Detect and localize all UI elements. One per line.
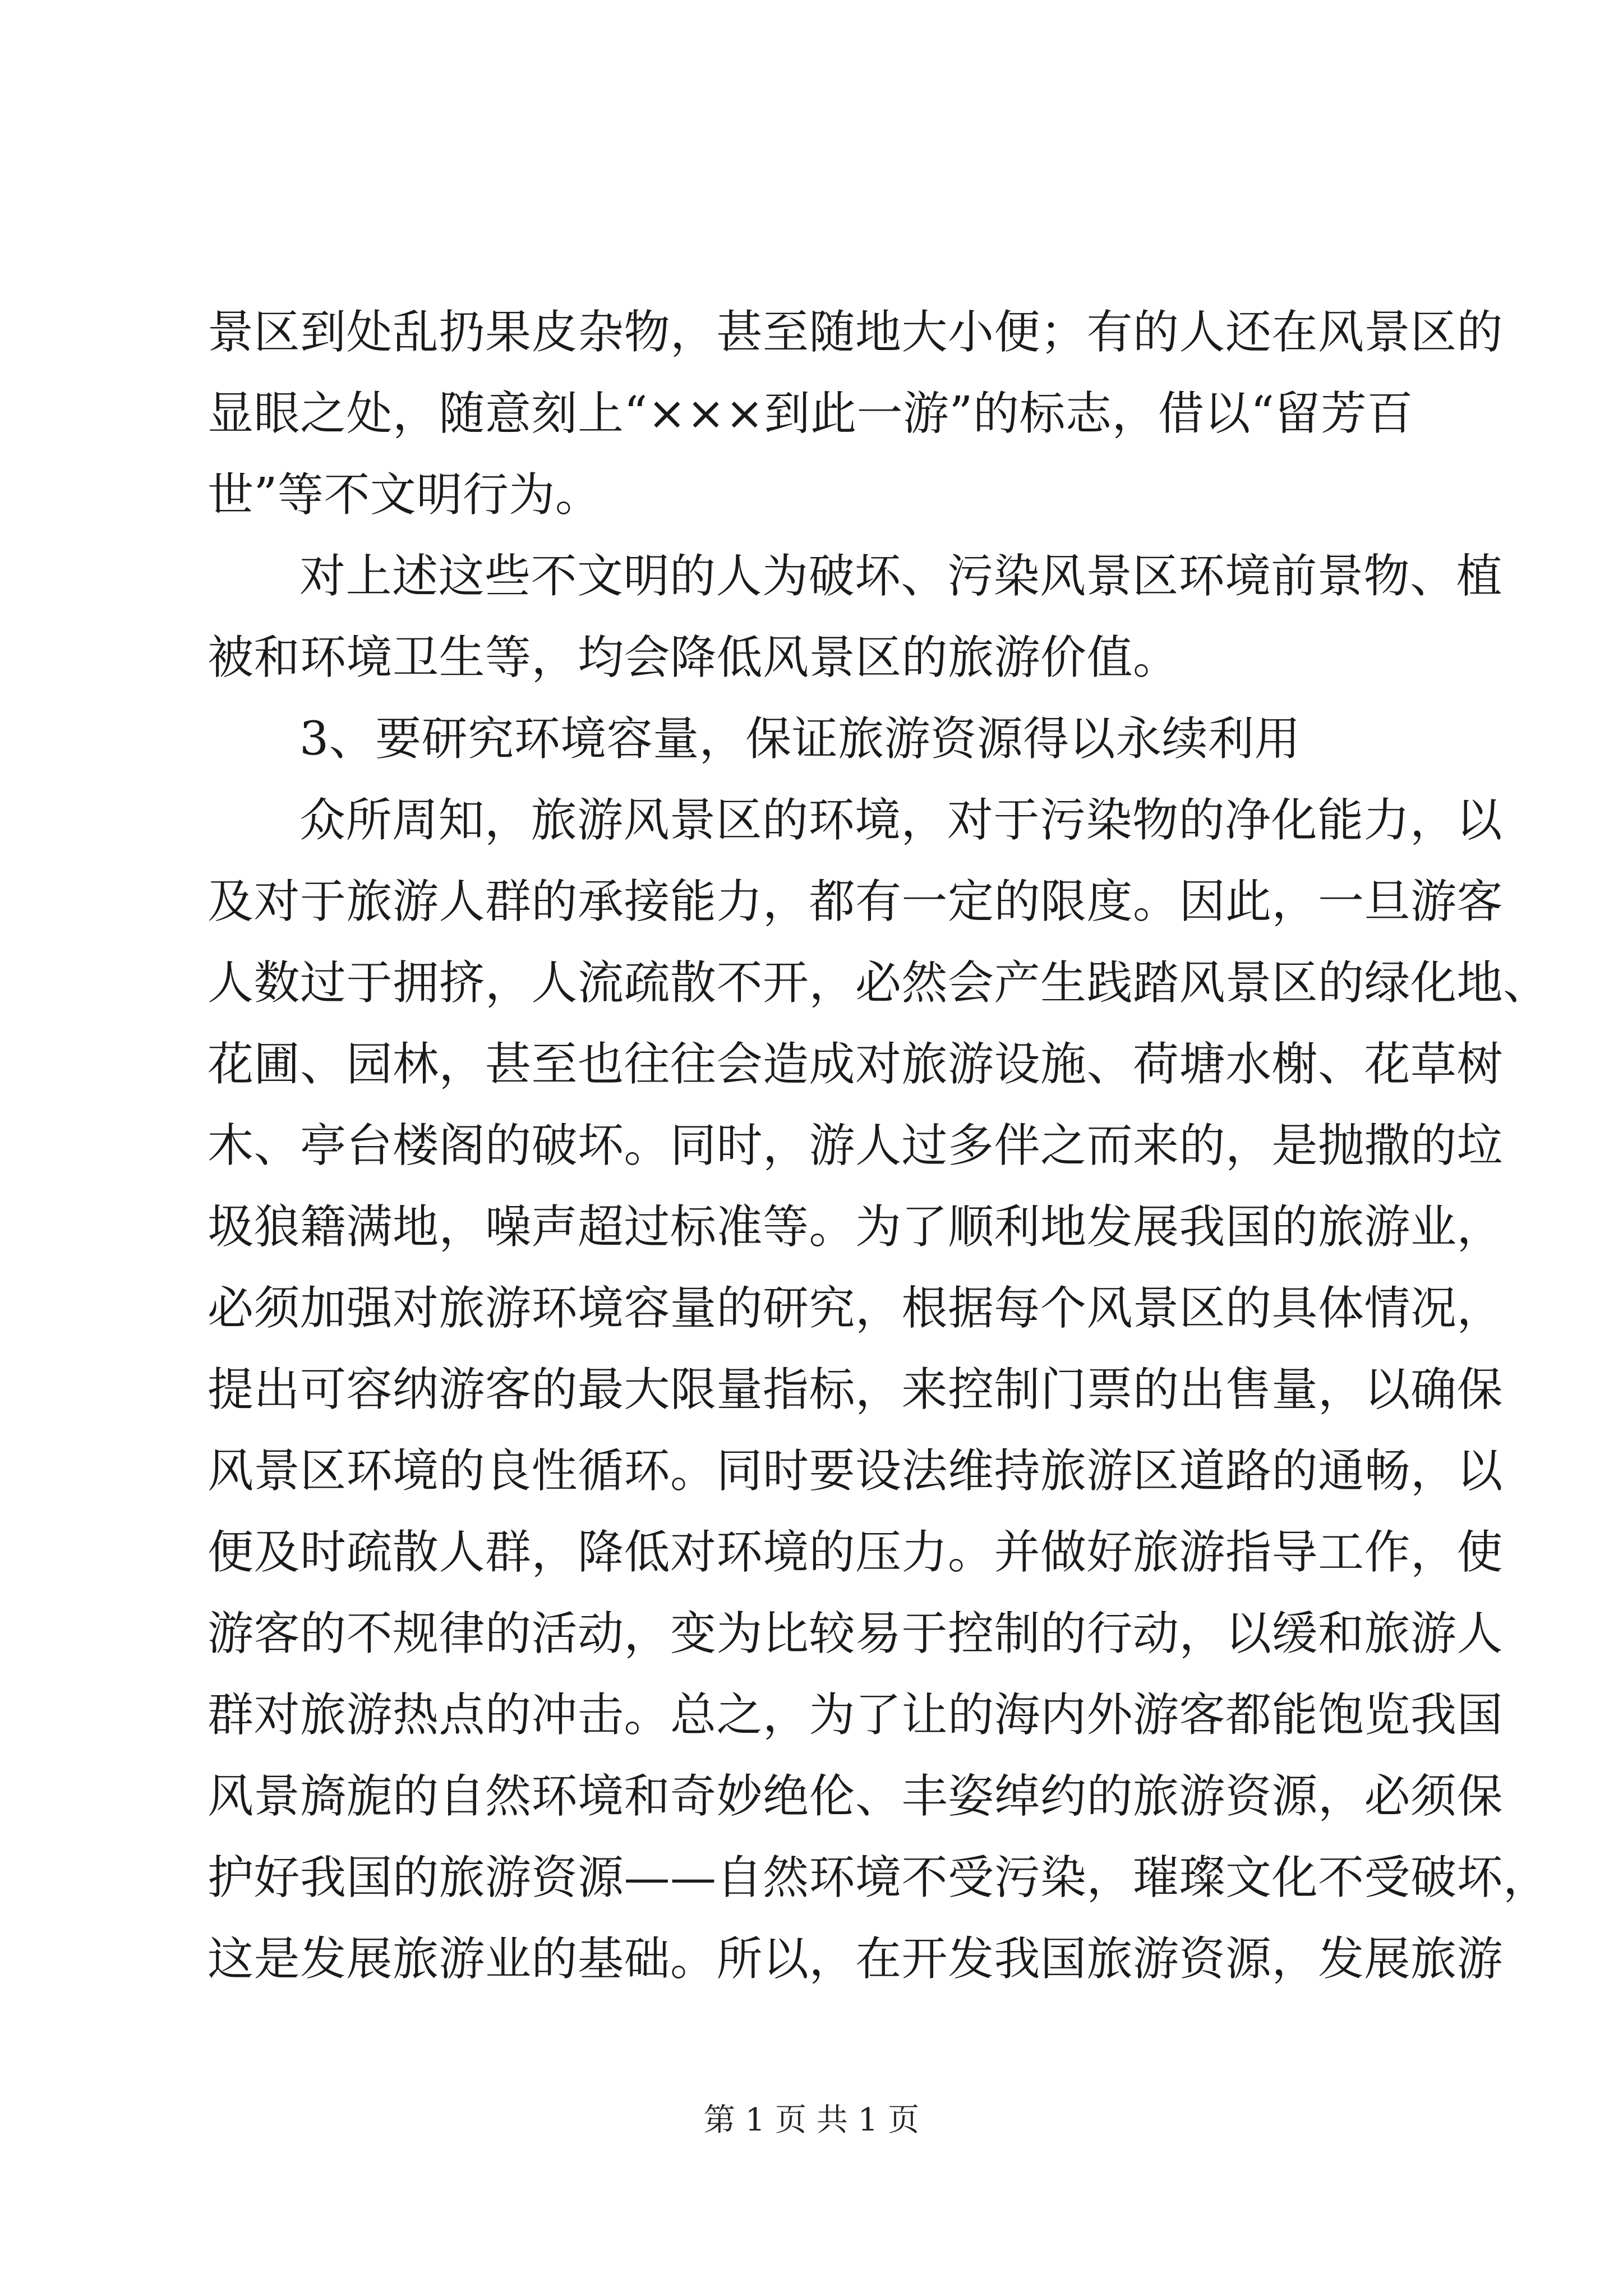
body-line-16: 便及时疏散人群，降低对环境的压力。并做好旅游指导工作，使: [208, 1526, 1504, 1579]
body-line-10: 花圃、园林，甚至也往往会造成对旅游设施、荷塘水榭、花草树: [208, 1038, 1504, 1091]
body-line-4: 对上述这些不文明的人为破坏、污染风景区环境前景物、植: [299, 550, 1503, 603]
body-line-19: 风景旖旎的自然环境和奇妙绝伦、丰姿绰约的旅游资源，必须保: [208, 1770, 1504, 1823]
body-line-12: 圾狼籍满地，噪声超过标准等。为了顺利地发展我国的旅游业，: [208, 1200, 1504, 1254]
body-line-9: 人数过于拥挤，人流疏散不开，必然会产生践踏风景区的绿化地、: [208, 956, 1550, 1010]
body-line-11: 木、亭台楼阁的破坏。同时，游人过多伴之而来的，是抛撒的垃: [208, 1119, 1504, 1172]
body-line-21: 这是发展旅游业的基础。所以，在开发我国旅游资源，发展旅游: [208, 1932, 1504, 1986]
page-number-footer: 第 1 页 共 1 页: [703, 2102, 920, 2138]
body-line-7: 众所周知，旅游风景区的环境，对于污染物的净化能力，以: [299, 794, 1503, 847]
body-line-17: 游客的不规律的活动，变为比较易于控制的行动，以缓和旅游人: [208, 1607, 1504, 1660]
body-line-5: 被和环境卫生等，均会降低风景区的旅游价值。: [208, 631, 1179, 684]
body-line-18: 群对旅游热点的冲击。总之，为了让的海内外游客都能饱览我国: [208, 1688, 1504, 1742]
section-heading: 3、要研究环境容量，保证旅游资源得以永续利用: [299, 712, 1301, 766]
body-line-2: 显眼之处，随意刻上“×××到此一游”的标志，借以“留芳百: [208, 387, 1413, 440]
body-line-3: 世”等不文明行为。: [208, 468, 602, 522]
body-line-14: 提出可容纳游客的最大限量指标，来控制门票的出售量，以确保: [208, 1363, 1504, 1416]
body-line-20: 护好我国的旅游资源——自然环境不受污染，璀璨文化不受破坏，: [208, 1851, 1550, 1904]
body-line-1: 景区到处乱扔果皮杂物，甚至随地大小便；有的人还在风景区的: [208, 306, 1504, 359]
document-body: [208, 292, 1550, 2000]
body-line-15: 风景区环境的良性循环。同时要设法维持旅游区道路的通畅，以: [208, 1444, 1504, 1498]
body-line-13: 必须加强对旅游环境容量的研究，根据每个风景区的具体情况，: [208, 1282, 1504, 1335]
body-line-8: 及对于旅游人群的承接能力，都有一定的限度。因此，一旦游客: [208, 875, 1504, 928]
